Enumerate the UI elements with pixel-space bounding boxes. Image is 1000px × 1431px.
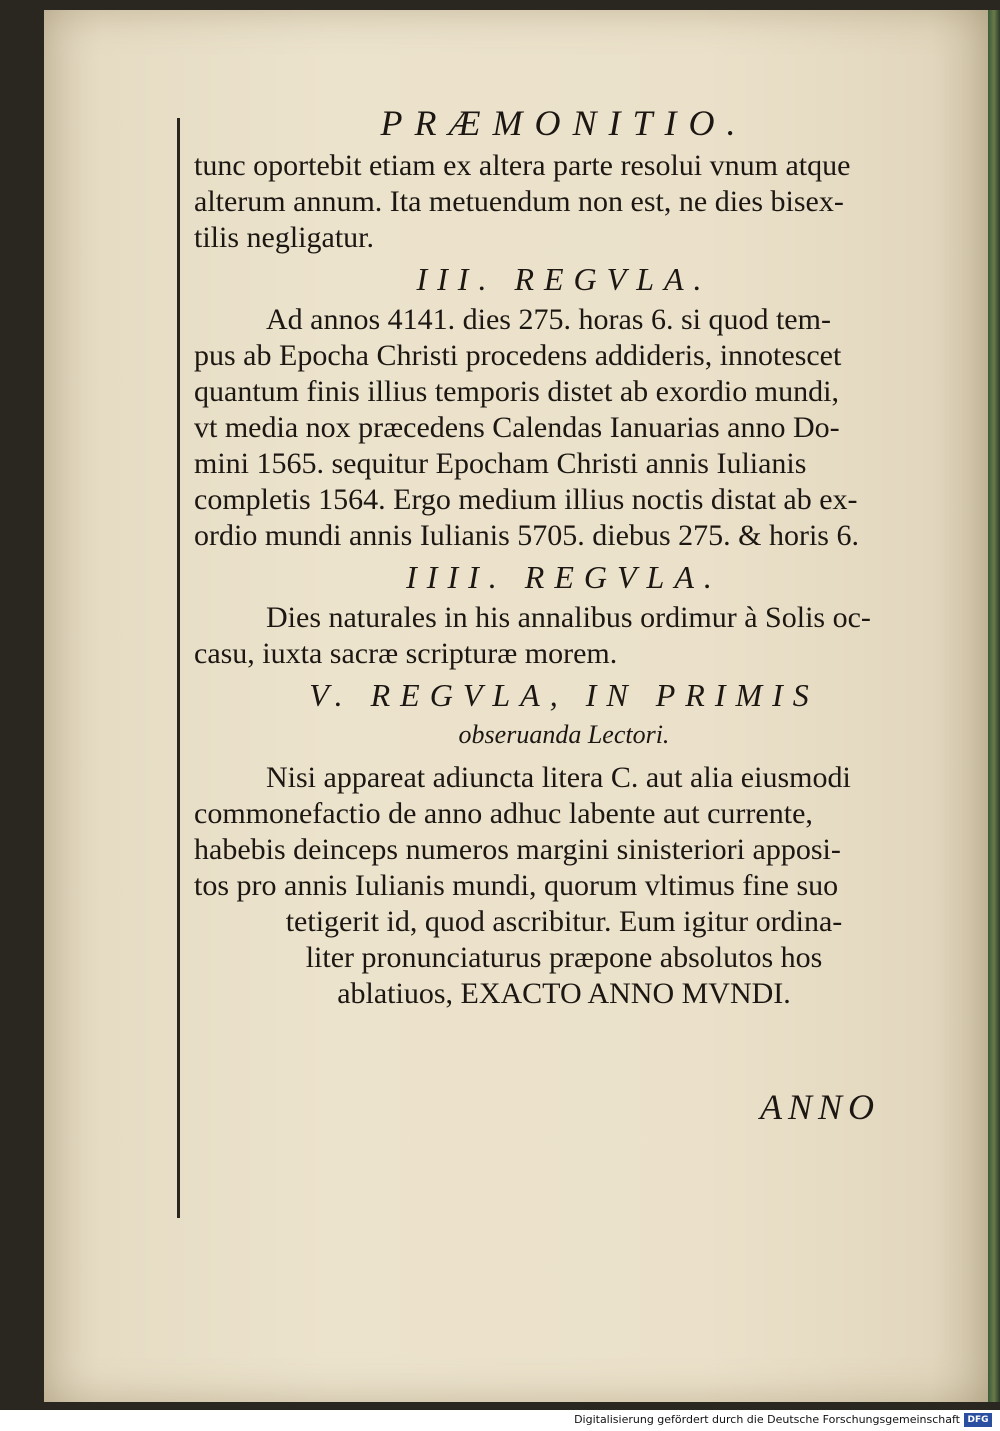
- footer-bar: [0, 1410, 1000, 1431]
- text-line: vt media nox præcedens Calendas Ianuarias anno Do-: [194, 411, 840, 444]
- text-line: tilis negligatur.: [194, 221, 374, 254]
- text-line: tetigerit id, quod ascribitur. Eum igitur ordina-: [285, 905, 843, 938]
- text-line: completis 1564. Ergo medium illius noctis distat ab ex-: [194, 483, 858, 516]
- text-line: ordio mundi annis Iulianis 5705. diebus 275. & horis 6.: [194, 519, 859, 552]
- text-line: alterum annum. Ita metuendum non est, ne dies bisex-: [194, 185, 844, 218]
- text-line: casu, iuxta sacræ scripturæ morem.: [194, 637, 618, 670]
- text-line: pus ab Epocha Christi procedens addideris, innotescet: [194, 339, 842, 372]
- dfg-logo-icon: DFG: [964, 1413, 992, 1427]
- rule-4-paragraph: [194, 600, 934, 672]
- rule-5-heading: V. REGVLA, IN PRIMIS: [309, 677, 819, 713]
- catchword: ANNO: [760, 1087, 881, 1127]
- rule-4-heading: IIII. REGVLA.: [406, 559, 722, 595]
- text-line: habebis deinceps numeros margini sinisteriori apposi-: [194, 833, 841, 866]
- text-line: Ad annos 4141. dies 275. horas 6. si quod tem-: [266, 303, 831, 336]
- rule-5-paragraph: [194, 760, 934, 1012]
- footer-credit: Digitalisierung gefördert durch die Deutsche Forschungsgemeinschaft: [574, 1413, 960, 1426]
- text-line: mini 1565. sequitur Epocham Christi annis Iulianis: [194, 447, 807, 480]
- rule-3-heading: III. REGVLA.: [416, 261, 712, 297]
- paragraph-continuation: [194, 148, 934, 256]
- text-line: liter pronunciaturus præpone absolutos hos: [305, 941, 823, 974]
- text-line: quantum finis illius temporis distet ab exordio mundi,: [194, 375, 839, 408]
- book-edge: [988, 10, 1000, 1402]
- page-text: [194, 100, 934, 1012]
- text-line: ablatiuos, EXACTO ANNO MVNDI.: [337, 977, 791, 1010]
- text-line: commonefactio de anno adhuc labente aut currente,: [194, 797, 813, 830]
- text-line: tunc oportebit etiam ex altera parte resolui vnum atque: [194, 149, 851, 182]
- rule-3-paragraph: [194, 302, 934, 554]
- text-line: Nisi appareat adiuncta litera C. aut alia eiusmodi: [266, 761, 851, 794]
- running-header: PRÆMONITIO.: [380, 103, 748, 143]
- rule-5-subheading: obseruanda Lectori.: [458, 720, 670, 749]
- text-line: Dies naturales in his annalibus ordimur à Solis oc-: [266, 601, 871, 634]
- margin-rule: [177, 118, 180, 1218]
- text-line: tos pro annis Iulianis mundi, quorum vltimus fine suo: [194, 869, 839, 902]
